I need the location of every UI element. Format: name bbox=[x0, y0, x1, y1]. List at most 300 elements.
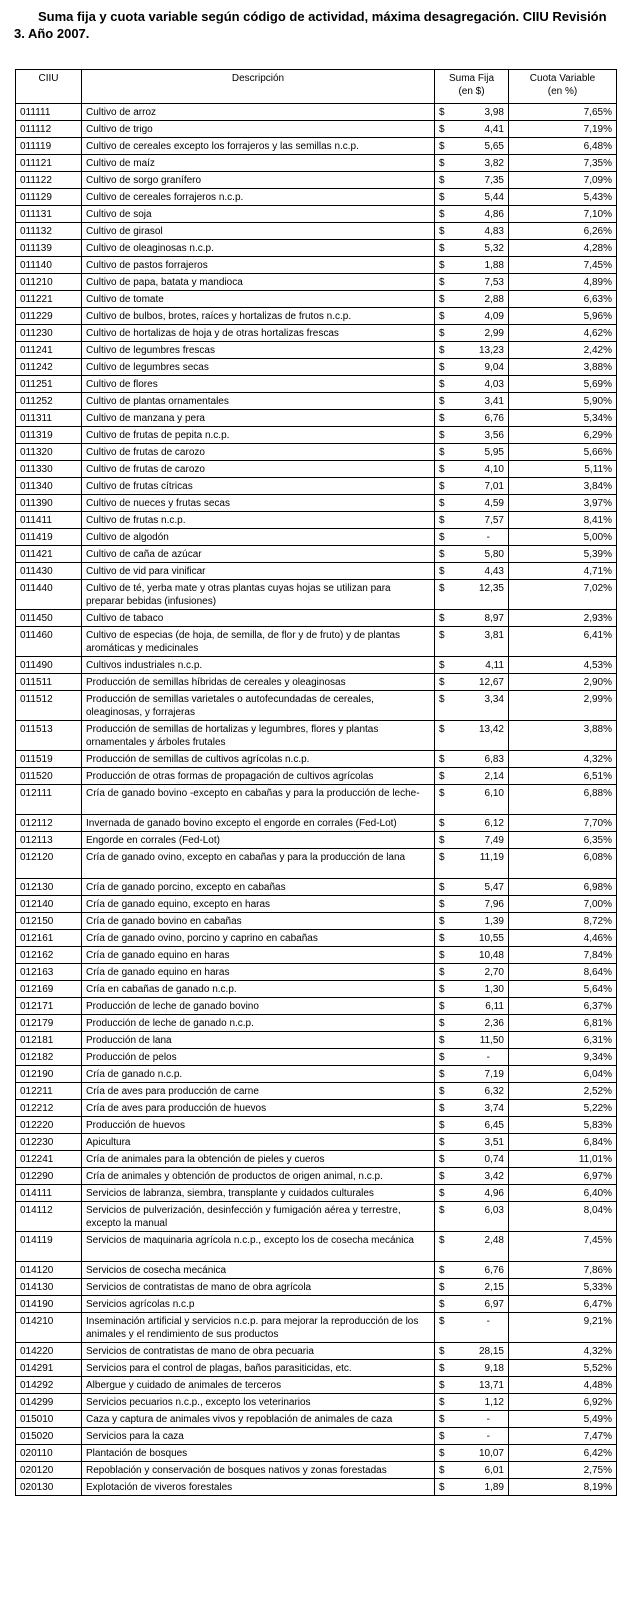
variable-rate-cell: 6,42% bbox=[509, 1445, 617, 1462]
fixed-sum-cell bbox=[435, 1066, 509, 1083]
ciiu-code-cell: 011129 bbox=[16, 189, 82, 206]
currency-symbol: $ bbox=[439, 566, 445, 577]
fixed-sum-value: 7,01 bbox=[484, 481, 504, 492]
fixed-sum-cell bbox=[435, 1394, 509, 1411]
variable-rate-cell: 11,01% bbox=[509, 1151, 617, 1168]
currency-symbol: $ bbox=[439, 882, 445, 893]
table-row bbox=[16, 1343, 617, 1360]
ciiu-code-cell: 014210 bbox=[16, 1313, 82, 1343]
variable-rate-cell: 6,35% bbox=[509, 832, 617, 849]
fixed-sum-value: 1,39 bbox=[484, 916, 504, 927]
table-row bbox=[16, 879, 617, 896]
ciiu-code-cell: 014291 bbox=[16, 1360, 82, 1377]
description-cell: Engorde en corrales (Fed-Lot) bbox=[82, 832, 435, 849]
variable-rate-cell: 3,88% bbox=[509, 721, 617, 751]
ciiu-code-cell: 011119 bbox=[16, 138, 82, 155]
fixed-sum-value: 6,83 bbox=[484, 754, 504, 765]
description-cell: Cultivo de legumbres frescas bbox=[82, 342, 435, 359]
currency-symbol: $ bbox=[439, 1482, 445, 1493]
currency-symbol: $ bbox=[439, 209, 445, 220]
ciiu-code-cell: 014112 bbox=[16, 1202, 82, 1232]
description-cell: Cría de ganado equino en haras bbox=[82, 964, 435, 981]
description-cell: Cultivo de papa, batata y mandioca bbox=[82, 274, 435, 291]
description-cell: Albergue y cuidado de animales de terceros bbox=[82, 1377, 435, 1394]
table-row bbox=[16, 627, 617, 657]
fixed-sum-value: 5,95 bbox=[484, 447, 504, 458]
table-row bbox=[16, 768, 617, 785]
table-row bbox=[16, 138, 617, 155]
table-row bbox=[16, 1168, 617, 1185]
fixed-sum-cell bbox=[435, 1428, 509, 1445]
variable-rate-cell: 5,96% bbox=[509, 308, 617, 325]
variable-rate-cell: 7,00% bbox=[509, 896, 617, 913]
table-row bbox=[16, 1083, 617, 1100]
fixed-sum-value: 4,43 bbox=[484, 566, 504, 577]
ciiu-code-cell: 012190 bbox=[16, 1066, 82, 1083]
fixed-sum-value: 4,11 bbox=[485, 660, 504, 671]
fixed-sum-value: 9,18 bbox=[484, 1363, 504, 1374]
variable-rate-cell: 7,47% bbox=[509, 1428, 617, 1445]
variable-rate-cell: 5,66% bbox=[509, 444, 617, 461]
fixed-sum-cell bbox=[435, 1168, 509, 1185]
currency-symbol: $ bbox=[439, 1465, 445, 1476]
ciiu-code-cell: 012220 bbox=[16, 1117, 82, 1134]
table-row bbox=[16, 359, 617, 376]
variable-rate-cell: 2,75% bbox=[509, 1462, 617, 1479]
fixed-sum-value: 3,82 bbox=[484, 158, 504, 169]
fixed-sum-cell bbox=[435, 721, 509, 751]
table-row bbox=[16, 393, 617, 410]
ciiu-code-cell: 015010 bbox=[16, 1411, 82, 1428]
variable-rate-cell: 3,97% bbox=[509, 495, 617, 512]
variable-rate-cell: 5,43% bbox=[509, 189, 617, 206]
variable-rate-cell: 6,26% bbox=[509, 223, 617, 240]
description-cell: Cultivo de manzana y pera bbox=[82, 410, 435, 427]
variable-rate-cell: 2,90% bbox=[509, 674, 617, 691]
fixed-sum-value: 6,10 bbox=[484, 788, 504, 799]
column-header-description: Descripción bbox=[82, 70, 435, 104]
fixed-sum-cell bbox=[435, 849, 509, 879]
description-cell: Cría de aves para producción de carne bbox=[82, 1083, 435, 1100]
table-row bbox=[16, 478, 617, 495]
fixed-sum-value: 4,10 bbox=[484, 464, 504, 475]
ciiu-code-cell: 011411 bbox=[16, 512, 82, 529]
ciiu-code-cell: 014119 bbox=[16, 1232, 82, 1262]
variable-rate-cell: 2,42% bbox=[509, 342, 617, 359]
table-row bbox=[16, 1360, 617, 1377]
description-cell: Cría de animales para la obtención de pieles y cueros bbox=[82, 1151, 435, 1168]
fixed-sum-value: 6,45 bbox=[484, 1120, 504, 1131]
description-cell: Plantación de bosques bbox=[82, 1445, 435, 1462]
currency-symbol: $ bbox=[439, 158, 445, 169]
fixed-sum-value: 5,47 bbox=[484, 882, 504, 893]
currency-symbol: $ bbox=[439, 984, 445, 995]
description-cell: Cultivo de plantas ornamentales bbox=[82, 393, 435, 410]
description-cell: Cultivo de especias (de hoja, de semilla, de flor y de fruto) y de plantas aromáticas y medicinales bbox=[82, 627, 435, 657]
currency-symbol: $ bbox=[439, 1018, 445, 1029]
fixed-sum-cell bbox=[435, 138, 509, 155]
fixed-sum-value: 6,32 bbox=[484, 1086, 504, 1097]
fixed-sum-value: 8,97 bbox=[484, 613, 504, 624]
variable-rate-cell: 3,88% bbox=[509, 359, 617, 376]
currency-symbol: $ bbox=[439, 311, 445, 322]
description-cell: Cultivo de flores bbox=[82, 376, 435, 393]
description-cell: Cultivo de frutas n.c.p. bbox=[82, 512, 435, 529]
fixed-sum-value: 10,07 bbox=[478, 1448, 504, 1459]
description-cell: Caza y captura de animales vivos y repoblación de animales de caza bbox=[82, 1411, 435, 1428]
variable-rate-cell: 6,88% bbox=[509, 785, 617, 815]
ciiu-code-cell: 012150 bbox=[16, 913, 82, 930]
fixed-sum-value: 6,12 bbox=[484, 818, 504, 829]
description-cell: Producción de leche de ganado n.c.p. bbox=[82, 1015, 435, 1032]
currency-symbol: $ bbox=[439, 630, 445, 641]
fixed-sum-value: 13,42 bbox=[478, 724, 504, 735]
variable-rate-cell: 5,33% bbox=[509, 1279, 617, 1296]
variable-rate-cell: 5,34% bbox=[509, 410, 617, 427]
ciiu-code-cell: 011132 bbox=[16, 223, 82, 240]
description-cell: Cultivo de cereales excepto los forrajeros y las semillas n.c.p. bbox=[82, 138, 435, 155]
fixed-sum-value: 6,01 bbox=[484, 1465, 504, 1476]
currency-symbol: $ bbox=[439, 379, 445, 390]
variable-rate-cell: 4,32% bbox=[509, 751, 617, 768]
table-row bbox=[16, 657, 617, 674]
currency-symbol: $ bbox=[439, 1103, 445, 1114]
currency-symbol: $ bbox=[439, 481, 445, 492]
variable-rate-cell: 4,48% bbox=[509, 1377, 617, 1394]
variable-rate-cell: 6,98% bbox=[509, 879, 617, 896]
currency-symbol: $ bbox=[439, 1188, 445, 1199]
currency-symbol: $ bbox=[439, 788, 445, 799]
currency-symbol: $ bbox=[439, 1380, 445, 1391]
ciiu-code-cell: 011229 bbox=[16, 308, 82, 325]
fixed-sum-cell bbox=[435, 1279, 509, 1296]
description-cell: Servicios para el control de plagas, baños parasiticidas, etc. bbox=[82, 1360, 435, 1377]
description-cell: Servicios de labranza, siembra, transplante y cuidados culturales bbox=[82, 1185, 435, 1202]
fixed-sum-value: 3,42 bbox=[484, 1171, 504, 1182]
description-cell: Cultivo de cereales forrajeros n.c.p. bbox=[82, 189, 435, 206]
ciiu-code-cell: 014190 bbox=[16, 1296, 82, 1313]
description-cell: Cría de ganado ovino, porcino y caprino en cabañas bbox=[82, 930, 435, 947]
table-row bbox=[16, 104, 617, 121]
variable-rate-cell: 7,45% bbox=[509, 1232, 617, 1262]
fixed-sum-cell bbox=[435, 1479, 509, 1496]
table-row bbox=[16, 189, 617, 206]
variable-rate-cell: 9,34% bbox=[509, 1049, 617, 1066]
fixed-sum-value: 5,65 bbox=[484, 141, 504, 152]
variable-rate-cell: 6,47% bbox=[509, 1296, 617, 1313]
table-row bbox=[16, 308, 617, 325]
fixed-sum-value: 2,14 bbox=[484, 771, 504, 782]
table-row bbox=[16, 172, 617, 189]
ciiu-code-cell: 011511 bbox=[16, 674, 82, 691]
fixed-sum-value: 3,56 bbox=[484, 430, 504, 441]
fixed-sum-value: 1,89 bbox=[484, 1482, 504, 1493]
variable-rate-cell: 7,35% bbox=[509, 155, 617, 172]
variable-rate-cell: 8,04% bbox=[509, 1202, 617, 1232]
table-header-row bbox=[16, 70, 617, 104]
table-row bbox=[16, 427, 617, 444]
variable-rate-cell: 5,69% bbox=[509, 376, 617, 393]
currency-symbol: $ bbox=[439, 1448, 445, 1459]
ciiu-code-cell: 012140 bbox=[16, 896, 82, 913]
ciiu-code-cell: 011221 bbox=[16, 291, 82, 308]
table-row bbox=[16, 410, 617, 427]
description-cell: Explotación de viveros forestales bbox=[82, 1479, 435, 1496]
description-cell: Producción de huevos bbox=[82, 1117, 435, 1134]
variable-rate-cell: 5,11% bbox=[509, 461, 617, 478]
description-cell: Cultivo de tabaco bbox=[82, 610, 435, 627]
fixed-sum-cell bbox=[435, 1343, 509, 1360]
currency-symbol: $ bbox=[439, 1154, 445, 1165]
fixed-sum-value: 9,04 bbox=[484, 362, 504, 373]
table-row bbox=[16, 342, 617, 359]
currency-symbol: $ bbox=[439, 532, 445, 543]
ciiu-code-cell: 011519 bbox=[16, 751, 82, 768]
table-body bbox=[16, 104, 617, 1496]
currency-symbol: $ bbox=[439, 124, 445, 135]
variable-rate-cell: 9,21% bbox=[509, 1313, 617, 1343]
fixed-sum-value: 13,71 bbox=[478, 1380, 504, 1391]
fixed-sum-value: 3,81 bbox=[484, 630, 504, 641]
fixed-sum-value: 6,11 bbox=[485, 1001, 504, 1012]
fixed-sum-cell bbox=[435, 563, 509, 580]
fixed-sum-value: 3,51 bbox=[484, 1137, 504, 1148]
description-cell: Servicios de maquinaria agrícola n.c.p., excepto los de cosecha mecánica bbox=[82, 1232, 435, 1262]
currency-symbol: $ bbox=[439, 1137, 445, 1148]
fixed-sum-cell bbox=[435, 546, 509, 563]
fixed-sum-cell bbox=[435, 1296, 509, 1313]
variable-rate-cell: 6,81% bbox=[509, 1015, 617, 1032]
currency-symbol: $ bbox=[439, 1363, 445, 1374]
table-row bbox=[16, 1117, 617, 1134]
fixed-sum-value: 10,55 bbox=[478, 933, 504, 944]
fixed-sum-value: 7,19 bbox=[484, 1069, 504, 1080]
fixed-sum-cell bbox=[435, 155, 509, 172]
ciiu-code-cell: 011513 bbox=[16, 721, 82, 751]
variable-rate-cell: 6,51% bbox=[509, 768, 617, 785]
variable-rate-cell: 8,64% bbox=[509, 964, 617, 981]
fixed-sum-cell bbox=[435, 1202, 509, 1232]
table-row bbox=[16, 721, 617, 751]
fixed-sum-cell bbox=[435, 410, 509, 427]
ciiu-code-cell: 012113 bbox=[16, 832, 82, 849]
fixed-sum-cell bbox=[435, 1462, 509, 1479]
ciiu-code-cell: 011112 bbox=[16, 121, 82, 138]
currency-symbol: $ bbox=[439, 835, 445, 846]
fixed-sum-cell bbox=[435, 998, 509, 1015]
fixed-sum-cell bbox=[435, 308, 509, 325]
ciiu-code-cell: 012161 bbox=[16, 930, 82, 947]
description-cell: Cultivo de hortalizas de hoja y de otras hortalizas frescas bbox=[82, 325, 435, 342]
ciiu-code-cell: 014130 bbox=[16, 1279, 82, 1296]
fixed-sum-value: 11,19 bbox=[479, 852, 504, 863]
fixed-sum-cell bbox=[435, 1360, 509, 1377]
fixed-sum-cell bbox=[435, 104, 509, 121]
variable-rate-cell: 5,22% bbox=[509, 1100, 617, 1117]
fixed-sum-cell bbox=[435, 1313, 509, 1343]
currency-symbol: $ bbox=[439, 107, 445, 118]
ciiu-code-cell: 011520 bbox=[16, 768, 82, 785]
variable-rate-cell: 5,52% bbox=[509, 1360, 617, 1377]
table-row bbox=[16, 376, 617, 393]
fixed-sum-cell bbox=[435, 461, 509, 478]
table-row bbox=[16, 691, 617, 721]
variable-rate-cell: 6,92% bbox=[509, 1394, 617, 1411]
fixed-sum-cell bbox=[435, 930, 509, 947]
fixed-sum-value: 2,15 bbox=[484, 1282, 504, 1293]
fixed-sum-cell bbox=[435, 223, 509, 240]
description-cell: Cultivo de caña de azúcar bbox=[82, 546, 435, 563]
page-title: Suma fija y cuota variable según código de actividad, máxima desagregación. CIIU Revisión 3. Año 2007. bbox=[14, 9, 607, 41]
description-cell: Cultivo de legumbres secas bbox=[82, 359, 435, 376]
ciiu-code-cell: 011440 bbox=[16, 580, 82, 610]
ciiu-code-cell: 012230 bbox=[16, 1134, 82, 1151]
variable-rate-cell: 2,93% bbox=[509, 610, 617, 627]
description-cell: Producción de lana bbox=[82, 1032, 435, 1049]
description-cell: Producción de otras formas de propagación de cultivos agrícolas bbox=[82, 768, 435, 785]
fixed-sum-value: 3,98 bbox=[484, 107, 504, 118]
description-cell: Cría de ganado porcino, excepto en cabañas bbox=[82, 879, 435, 896]
ciiu-code-cell: 014120 bbox=[16, 1262, 82, 1279]
variable-rate-cell: 7,19% bbox=[509, 121, 617, 138]
fixed-sum-cell bbox=[435, 674, 509, 691]
description-cell: Producción de semillas varietales o autofecundadas de cereales, oleaginosas, y forrajeras bbox=[82, 691, 435, 721]
variable-rate-cell: 6,97% bbox=[509, 1168, 617, 1185]
fixed-sum-cell bbox=[435, 657, 509, 674]
variable-rate-cell: 6,41% bbox=[509, 627, 617, 657]
table-row bbox=[16, 1279, 617, 1296]
column-header-fixed-sum: Suma Fija (en $) bbox=[435, 70, 509, 104]
fixed-sum-cell bbox=[435, 1134, 509, 1151]
ciiu-code-cell: 020110 bbox=[16, 1445, 82, 1462]
fixed-sum-cell bbox=[435, 1032, 509, 1049]
variable-rate-cell: 5,83% bbox=[509, 1117, 617, 1134]
table-row bbox=[16, 610, 617, 627]
variable-rate-cell: 7,02% bbox=[509, 580, 617, 610]
table-row bbox=[16, 223, 617, 240]
ciiu-code-cell: 014299 bbox=[16, 1394, 82, 1411]
currency-symbol: $ bbox=[439, 694, 445, 705]
table-row bbox=[16, 155, 617, 172]
fixed-sum-cell bbox=[435, 1117, 509, 1134]
fixed-sum-value: - bbox=[486, 1316, 490, 1327]
fixed-sum-cell bbox=[435, 1411, 509, 1428]
fixed-sum-value: 7,49 bbox=[484, 835, 504, 846]
variable-rate-cell: 2,52% bbox=[509, 1083, 617, 1100]
description-cell: Cultivo de oleaginosas n.c.p. bbox=[82, 240, 435, 257]
variable-rate-cell: 8,19% bbox=[509, 1479, 617, 1496]
table-row bbox=[16, 1313, 617, 1343]
fixed-sum-value: 7,57 bbox=[484, 515, 504, 526]
currency-symbol: $ bbox=[439, 950, 445, 961]
ciiu-code-cell: 012111 bbox=[16, 785, 82, 815]
ciiu-code-cell: 011241 bbox=[16, 342, 82, 359]
fixed-sum-value: 7,35 bbox=[484, 175, 504, 186]
description-cell: Producción de semillas de hortalizas y legumbres, flores y plantas ornamentales y árboles frutales bbox=[82, 721, 435, 751]
table-row bbox=[16, 1262, 617, 1279]
currency-symbol: $ bbox=[439, 1086, 445, 1097]
fixed-sum-value: 4,03 bbox=[484, 379, 504, 390]
currency-symbol: $ bbox=[439, 1316, 445, 1327]
ciiu-code-cell: 012163 bbox=[16, 964, 82, 981]
fixed-sum-value: 4,41 bbox=[484, 124, 504, 135]
table-row bbox=[16, 849, 617, 879]
table-row bbox=[16, 998, 617, 1015]
fixed-sum-cell bbox=[435, 1015, 509, 1032]
currency-symbol: $ bbox=[439, 1171, 445, 1182]
fixed-sum-cell bbox=[435, 240, 509, 257]
currency-symbol: $ bbox=[439, 141, 445, 152]
description-cell: Cría de ganado bovino -excepto en cabañas y para la producción de leche- bbox=[82, 785, 435, 815]
currency-symbol: $ bbox=[439, 771, 445, 782]
fixed-sum-value: 4,86 bbox=[484, 209, 504, 220]
fixed-sum-value: 13,23 bbox=[478, 345, 504, 356]
ciiu-code-cell: 014292 bbox=[16, 1377, 82, 1394]
table-row bbox=[16, 930, 617, 947]
description-cell: Cría de ganado n.c.p. bbox=[82, 1066, 435, 1083]
fixed-sum-cell bbox=[435, 981, 509, 998]
currency-symbol: $ bbox=[439, 1069, 445, 1080]
table-row bbox=[16, 1066, 617, 1083]
ciiu-code-cell: 012241 bbox=[16, 1151, 82, 1168]
variable-rate-cell: 7,86% bbox=[509, 1262, 617, 1279]
fixed-sum-cell bbox=[435, 325, 509, 342]
fixed-sum-cell bbox=[435, 376, 509, 393]
variable-rate-cell: 4,46% bbox=[509, 930, 617, 947]
ciiu-code-cell: 011311 bbox=[16, 410, 82, 427]
variable-rate-cell: 2,99% bbox=[509, 691, 617, 721]
currency-symbol: $ bbox=[439, 916, 445, 927]
fixed-sum-cell bbox=[435, 189, 509, 206]
currency-symbol: $ bbox=[439, 933, 445, 944]
variable-rate-cell: 8,72% bbox=[509, 913, 617, 930]
fixed-sum-cell bbox=[435, 359, 509, 376]
table-row bbox=[16, 529, 617, 546]
description-cell: Cría de aves para producción de huevos bbox=[82, 1100, 435, 1117]
ciiu-code-cell: 014220 bbox=[16, 1343, 82, 1360]
currency-symbol: $ bbox=[439, 613, 445, 624]
ciiu-code-cell: 011450 bbox=[16, 610, 82, 627]
variable-rate-cell: 6,63% bbox=[509, 291, 617, 308]
fixed-sum-value: 6,76 bbox=[484, 1265, 504, 1276]
ciiu-code-cell: 011121 bbox=[16, 155, 82, 172]
table-row bbox=[16, 947, 617, 964]
currency-symbol: $ bbox=[439, 498, 445, 509]
fixed-sum-value: 12,67 bbox=[478, 677, 504, 688]
description-cell: Cultivo de maíz bbox=[82, 155, 435, 172]
ciiu-code-cell: 015020 bbox=[16, 1428, 82, 1445]
currency-symbol: $ bbox=[439, 660, 445, 671]
currency-symbol: $ bbox=[439, 818, 445, 829]
fixed-sum-cell bbox=[435, 1377, 509, 1394]
ciiu-code-cell: 012120 bbox=[16, 849, 82, 879]
currency-symbol: $ bbox=[439, 1299, 445, 1310]
variable-rate-cell: 3,84% bbox=[509, 478, 617, 495]
currency-symbol: $ bbox=[439, 754, 445, 765]
fixed-sum-value: 4,96 bbox=[484, 1188, 504, 1199]
currency-symbol: $ bbox=[439, 899, 445, 910]
table-row bbox=[16, 1394, 617, 1411]
ciiu-code-cell: 011330 bbox=[16, 461, 82, 478]
ciiu-code-cell: 011251 bbox=[16, 376, 82, 393]
fixed-sum-cell bbox=[435, 879, 509, 896]
ciiu-code-cell: 011320 bbox=[16, 444, 82, 461]
table-row bbox=[16, 1151, 617, 1168]
table-row bbox=[16, 913, 617, 930]
currency-symbol: $ bbox=[439, 515, 445, 526]
table-row bbox=[16, 815, 617, 832]
ciiu-code-cell: 012181 bbox=[16, 1032, 82, 1049]
